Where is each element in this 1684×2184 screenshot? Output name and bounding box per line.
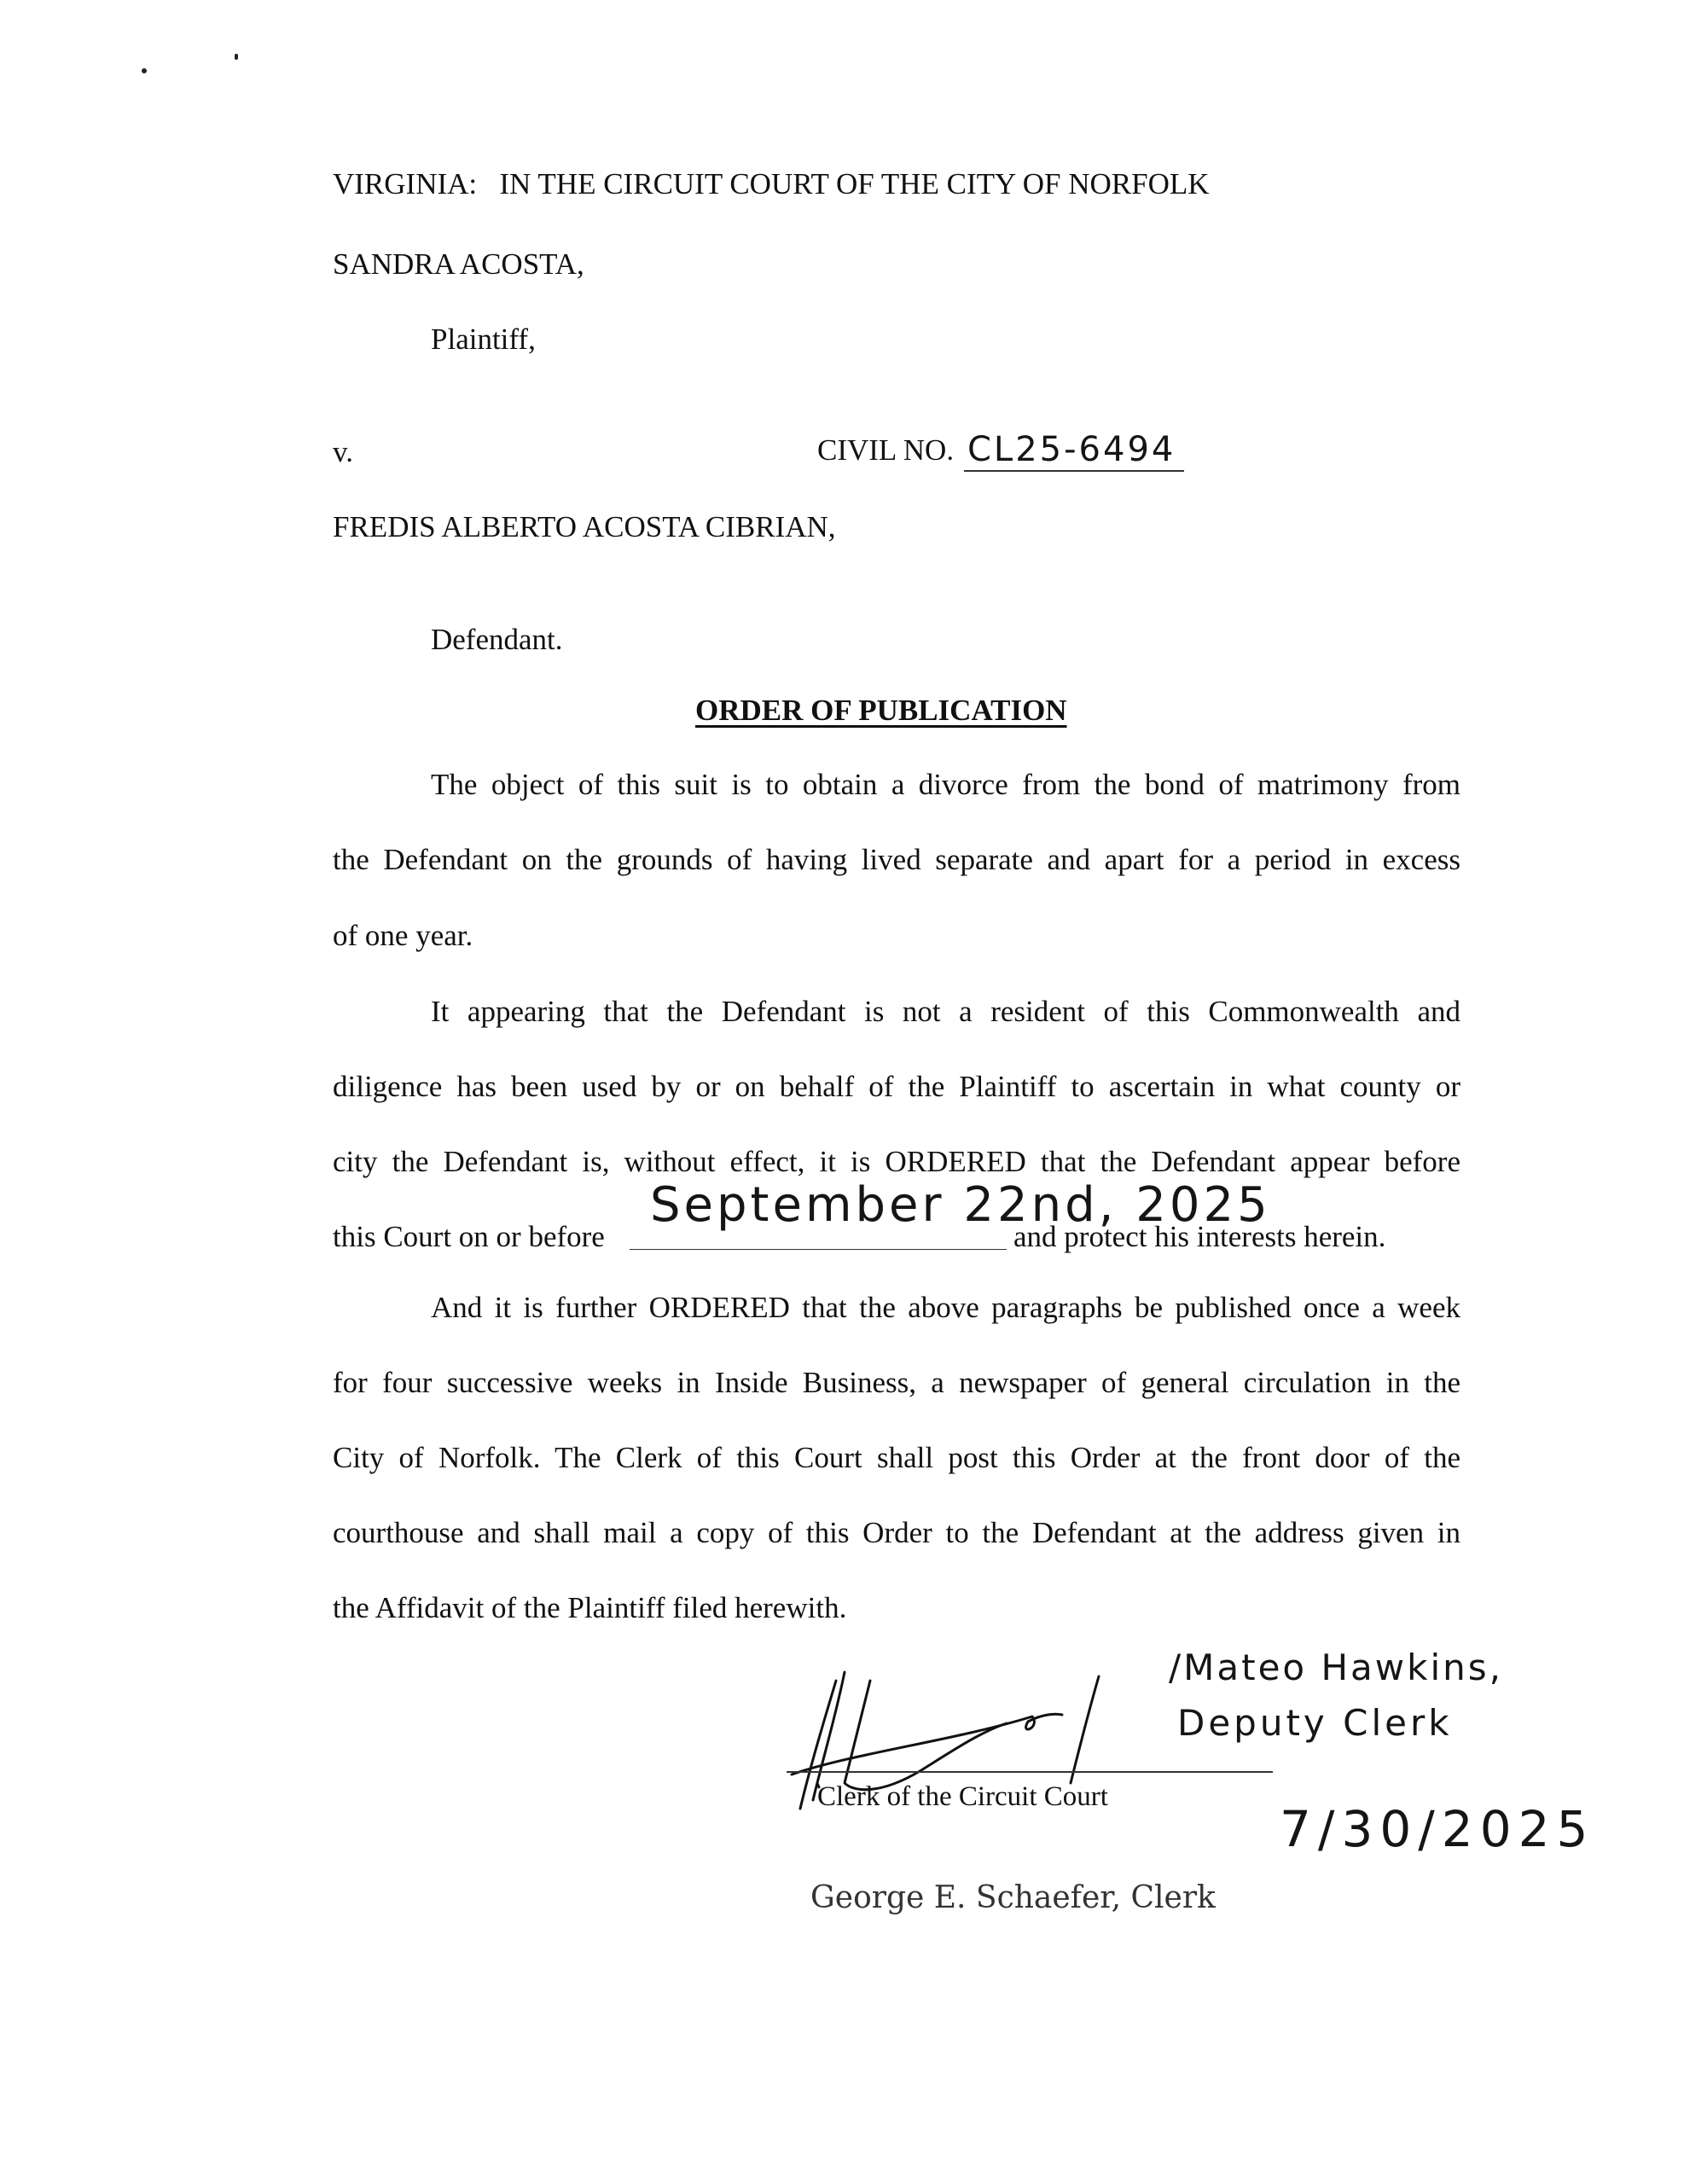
paragraph-1-line-3: of one year. xyxy=(333,919,473,952)
paragraph-2-line-4-suffix: and protect his interests herein. xyxy=(1013,1220,1386,1253)
paragraph-3-line-3 xyxy=(333,1441,1460,1475)
text: It appearing that the Defendant is not a resident of this Commonwealth and xyxy=(431,995,1460,1028)
scan-speck xyxy=(142,68,147,73)
plaintiff-role: Plaintiff, xyxy=(431,322,536,356)
civil-no-handwritten: CL25-6494 xyxy=(967,430,1176,469)
defendant-name: FREDIS ALBERTO ACOSTA CIBRIAN, xyxy=(333,510,836,543)
defendant-role: Defendant. xyxy=(431,623,563,656)
paragraph-1-line-1 xyxy=(431,768,1460,802)
paragraph-1-line-2 xyxy=(333,843,1460,877)
paragraph-3-line-4 xyxy=(333,1516,1460,1550)
deputy-clerk-name-handwritten: /Mateo Hawkins, xyxy=(1169,1647,1503,1688)
deputy-clerk-title-handwritten: Deputy Clerk xyxy=(1177,1702,1453,1744)
text: courthouse and shall mail a copy of this Order to the Defendant at the address given in xyxy=(333,1516,1460,1549)
paragraph-3-line-5: the Affidavit of the Plaintiff filed herewith. xyxy=(333,1591,847,1624)
scan-speck xyxy=(235,54,238,60)
text: And it is further ORDERED that the above paragraphs be published once a week xyxy=(431,1291,1460,1324)
signature-caption: Clerk of the Circuit Court xyxy=(817,1781,1108,1812)
date-blank-line xyxy=(630,1249,1007,1250)
paragraph-2-line-1 xyxy=(431,995,1460,1029)
text: The object of this suit is to obtain a divorce from the bond of matrimony from xyxy=(431,768,1460,801)
document-title: ORDER OF PUBLICATION xyxy=(695,694,1067,727)
paragraph-2-line-2 xyxy=(333,1070,1460,1104)
court-heading: VIRGINIA: IN THE CIRCUIT COURT OF THE CITY OF NORFOLK xyxy=(333,167,1210,200)
text: City of Norfolk. The Clerk of this Court shall post this Order at the front door of the xyxy=(333,1441,1460,1474)
appearance-date-handwritten: September 22nd, 2025 xyxy=(650,1177,1271,1233)
versus: v. xyxy=(333,435,353,468)
civil-no-underline xyxy=(964,470,1184,472)
text: for four successive weeks in Inside Business, a newspaper of general circulation in the xyxy=(333,1366,1460,1399)
text: diligence has been used by or on behalf of the Plaintiff to ascertain in what county or xyxy=(333,1070,1460,1103)
signature-line xyxy=(787,1771,1273,1773)
text: the Defendant on the grounds of having lived separate and apart for a period in excess xyxy=(333,843,1460,876)
paragraph-3-line-2 xyxy=(333,1366,1460,1400)
text: city the Defendant is, without effect, it is ORDERED that the Defendant appear before xyxy=(333,1145,1460,1178)
plaintiff-name: SANDRA ACOSTA, xyxy=(333,247,584,281)
civil-no-label: CIVIL NO. xyxy=(817,433,955,467)
paragraph-2-line-4-prefix: this Court on or before xyxy=(333,1220,605,1253)
clerk-stamp: George E. Schaefer, Clerk xyxy=(810,1880,1216,1915)
signature-date-handwritten: 7/30/2025 xyxy=(1280,1800,1595,1858)
paragraph-3-line-1 xyxy=(431,1291,1460,1325)
paragraph-2-line-3 xyxy=(333,1145,1460,1179)
